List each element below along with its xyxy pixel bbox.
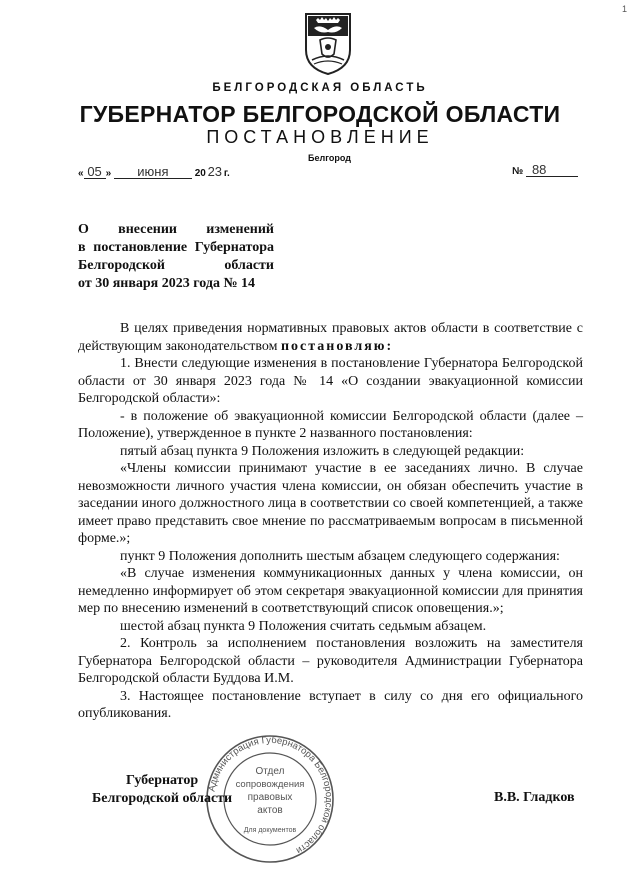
item-3-paragraph: 3. Настоящее постановление вступает в силу со дня его официального опубликования. bbox=[78, 688, 583, 721]
date-day: 05 bbox=[84, 165, 106, 179]
date-line bbox=[78, 165, 230, 179]
document-subject bbox=[78, 221, 274, 293]
number-label: № bbox=[512, 166, 524, 177]
signatory-position-line-1: Губернатор bbox=[125, 773, 199, 788]
document-body bbox=[78, 320, 583, 723]
item-1b-paragraph: пятый абзац пункта 9 Положения изложить в следующей редакции: bbox=[120, 443, 525, 459]
intro-text: В целях приведения нормативных правовых актов области в соответствие с действующим законодательством bbox=[78, 321, 583, 354]
date-open-quote: « bbox=[78, 168, 84, 179]
item-1-paragraph: 1. Внести следующие изменения в постановление Губернатора Белгородской области от 30 января 2023 года № 14 «О создании эвакуационной комиссии Белгородской области»: bbox=[78, 356, 583, 406]
signatory-position bbox=[92, 772, 232, 808]
date-year-abbr: г. bbox=[223, 168, 230, 179]
signatory-position-line-2: Белгородской области bbox=[92, 791, 233, 806]
item-1f-paragraph: шестой абзац пункта 9 Положения считать седьмым абзацем. bbox=[120, 618, 487, 634]
region-heading: БЕЛГОРОДСКАЯ ОБЛАСТЬ bbox=[212, 82, 428, 94]
item-1d-paragraph: пункт 9 Положения дополнить шестым абзацем следующего содержания: bbox=[120, 548, 560, 564]
date-year-suffix: 23 bbox=[207, 164, 223, 179]
document-type: ПОСТАНОВЛЕНИЕ bbox=[206, 127, 434, 147]
date-close-quote: » bbox=[105, 168, 112, 179]
page-mark: 1 bbox=[622, 4, 628, 14]
stamp-ring-text: Администрация Губернатора Белгородской области bbox=[206, 734, 335, 856]
coat-of-arms-emblem bbox=[300, 10, 356, 76]
stamp-line-1: Отдел bbox=[255, 766, 285, 777]
subject-line-1: О внесении изменений bbox=[78, 222, 274, 237]
date-year-prefix: 20 bbox=[194, 168, 206, 179]
item-1a-paragraph: - в положение об эвакуационной комиссии Белгородской области (далее – Положение), утвержденное в пункте 2 названного постановления: bbox=[78, 408, 583, 441]
stamp-line-3: правовых bbox=[247, 792, 293, 803]
city-label: Белгород bbox=[308, 153, 351, 163]
item-2-paragraph: 2. Контроль за исполнением постановления возложить на заместителя Губернатора Белгородской области – руководителя Администрации Губернатора Белгородской области Буддова И.М. bbox=[78, 636, 583, 686]
governor-title: ГУБЕРНАТОР БЕЛГОРОДСКОЙ ОБЛАСТИ bbox=[79, 101, 561, 127]
signatory-name: В.В. Гладков bbox=[494, 790, 575, 805]
stamp-line-2: сопровождения bbox=[235, 779, 305, 790]
item-1e-paragraph: «В случае изменения коммуникационных данных у члена комиссии, он немедленно информирует об этом секретаря эвакуационной комиссии для принятия мер по внесению изменений в соответствующий список оповещения.»; bbox=[78, 566, 583, 616]
stamp-line-4: актов bbox=[257, 805, 283, 816]
item-1c-paragraph: «Члены комиссии принимают участие в ее заседаниях лично. В случае невозможности личного участия члена комиссии, он обязан обеспечить участие в заседании иного должностного лица в соответствии со своей компетенцией, а также имеет право представить свое мнение по рассматриваемым вопросам в письменной форме.»; bbox=[78, 461, 583, 546]
stamp-line-5: Для документов bbox=[243, 827, 297, 834]
document-number bbox=[512, 163, 578, 177]
subject-line-3: Белгородской области bbox=[78, 258, 274, 273]
subject-line-4: от 30 января 2023 года № 14 bbox=[78, 276, 256, 291]
date-month: июня bbox=[114, 165, 192, 179]
intro-paragraph bbox=[78, 320, 583, 355]
intro-resolve-word: постановляю: bbox=[280, 338, 394, 354]
subject-line-2: в постановление Губернатора bbox=[78, 240, 274, 255]
number-value: 88 bbox=[526, 163, 578, 177]
